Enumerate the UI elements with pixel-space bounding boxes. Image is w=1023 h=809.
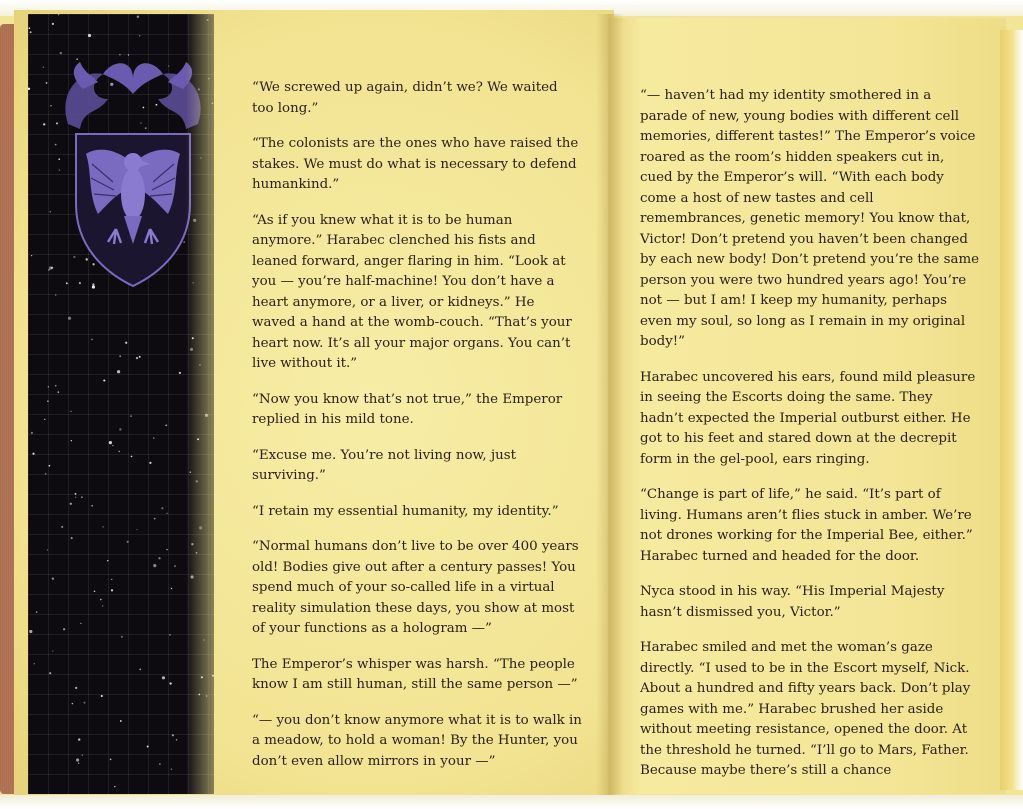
star — [130, 415, 132, 417]
star — [52, 650, 53, 651]
paragraph: “Normal humans don’t live to be over 400 years old! Bodies give out after a century passes! You spend much of your so-called life in a virtual reality simulation these days, you show at most of your functions as a hologram —” — [252, 539, 579, 636]
star — [158, 557, 160, 559]
star — [169, 682, 171, 684]
star — [34, 663, 35, 664]
star — [119, 428, 121, 430]
star — [94, 590, 96, 592]
paragraph: “We screwed up again, didn’t we? We waited too long.” — [252, 80, 558, 116]
star — [61, 526, 63, 528]
star — [91, 338, 93, 340]
paragraph: “— haven’t had my identity smothered in a parade of new, young bodies with different cell memories, different tastes!” The Emperor’s voice roared as the room’s hidden speakers cut in, cued by the Emperor’s will. “With each body come a host of new tastes and cell remembrances, genetic memory! You know that, Victor! Don’t pretend you haven’t been changed by each new body! Don’t pretend you’re the same person you were two hundred years ago! You’re not — but I am! I keep my humanity, perhaps even my soul, so long as I remain in my original body!” — [640, 88, 980, 349]
star — [55, 385, 57, 387]
star — [154, 518, 156, 520]
star — [31, 432, 33, 434]
star — [110, 759, 112, 761]
paragraph: “The colonists are the ones who have raised the stakes. We must do what is necessary to defend humankind.” — [252, 136, 579, 192]
star — [46, 82, 48, 84]
starfield-fade — [186, 14, 214, 794]
star — [32, 453, 34, 455]
star — [48, 386, 49, 387]
star — [28, 88, 30, 90]
star — [52, 23, 54, 25]
star — [81, 496, 83, 498]
star — [45, 473, 47, 475]
star — [76, 758, 79, 761]
star — [165, 424, 167, 426]
star — [125, 342, 127, 344]
star — [131, 456, 133, 458]
star — [55, 144, 57, 146]
star — [50, 105, 52, 107]
star — [101, 695, 103, 697]
star — [91, 505, 93, 507]
star — [103, 379, 105, 381]
star — [31, 255, 32, 256]
star — [47, 549, 48, 550]
paragraph: “Change is part of life,” he said. “It’s part of living. Humans aren’t flies stuck in amber. We’re not drones working for the Imperial Bee, either.” Harabec turned and headed for the door. — [640, 487, 973, 564]
star — [161, 507, 163, 509]
scan-bottom-margin — [0, 795, 1023, 809]
paragraph: “Now you know that’s not true,” the Emperor replied in his mild tone. — [252, 391, 563, 427]
star — [49, 465, 51, 467]
star — [75, 493, 77, 495]
star — [147, 746, 149, 748]
star — [121, 636, 123, 638]
star — [55, 294, 57, 296]
star — [118, 451, 120, 453]
star — [47, 400, 48, 401]
star — [102, 526, 103, 527]
star — [153, 437, 155, 439]
starfield-sidebar — [28, 14, 214, 794]
star — [119, 355, 121, 357]
left-text-column — [252, 78, 582, 787]
star — [111, 589, 113, 591]
star — [57, 391, 59, 393]
star — [51, 267, 53, 269]
star — [70, 411, 71, 412]
star — [58, 14, 59, 15]
star — [176, 739, 178, 741]
star — [71, 537, 73, 539]
star — [136, 529, 137, 530]
star — [107, 560, 108, 561]
star — [43, 67, 45, 69]
paragraph: The Emperor’s whisper was harsh. “The people know I am still human, still the same person —” — [252, 656, 578, 692]
star — [102, 605, 103, 606]
star — [78, 762, 79, 763]
star — [82, 754, 83, 755]
star — [30, 31, 32, 33]
paragraph: Harabec uncovered his ears, found mild pleasure in seeing the Escorts doing the same. They hadn’t expected the Imperial outburst either. He got to his feet and stared down at the decrepit form in the gel-pool, ears ringing. — [640, 369, 976, 467]
star — [136, 357, 138, 359]
star — [29, 630, 32, 633]
star — [71, 440, 72, 441]
paragraph: “I retain my essential humanity, my identity.” — [252, 503, 559, 519]
star — [75, 687, 77, 689]
book-gutter — [596, 14, 624, 796]
star — [83, 702, 85, 704]
star — [49, 672, 51, 674]
star — [169, 634, 170, 635]
star — [171, 588, 172, 589]
star — [172, 734, 174, 736]
star — [179, 372, 181, 374]
paragraph: Nyca stood in his way. “His Imperial Majesty hasn’t dismissed you, Victor.” — [640, 584, 945, 620]
right-text-column — [640, 86, 980, 797]
star — [153, 564, 156, 567]
star — [174, 565, 176, 567]
star — [75, 497, 76, 498]
star — [43, 123, 45, 125]
star — [171, 768, 172, 769]
star — [112, 445, 113, 446]
star — [139, 35, 140, 36]
star — [149, 462, 151, 464]
star — [80, 623, 81, 624]
star — [162, 676, 165, 679]
right-page-edge — [1000, 30, 1023, 790]
star — [68, 317, 71, 320]
star — [50, 211, 51, 212]
star — [139, 669, 141, 671]
star — [78, 738, 80, 740]
star — [70, 503, 72, 505]
star — [44, 419, 45, 420]
star — [63, 628, 65, 630]
star — [29, 27, 31, 29]
star — [127, 541, 129, 543]
paragraph: “— you don’t know anymore what it is to walk in a meadow, to hold a woman! By the Hunter, you don’t even allow mirrors in your —” — [252, 712, 582, 769]
star — [139, 356, 141, 358]
star — [72, 703, 73, 704]
star — [166, 549, 167, 550]
star — [109, 441, 112, 444]
star — [114, 786, 115, 787]
paragraph: “As if you knew what it is to be human anymore.” Harabec clenched his fists and leaned forward, anger flaring in him. “Look at you — you’re half-machine! You don’t have a heart anymore, or a liver, or kidneys.” He waved a hand at the womb-couch. “That’s your heart now. It’s all your major organs. You can’t live without it.” — [252, 212, 572, 371]
star — [100, 599, 102, 601]
star — [137, 16, 139, 18]
star — [36, 611, 37, 612]
star — [166, 513, 167, 514]
star — [159, 763, 161, 765]
star — [120, 720, 122, 722]
paragraph: “Excuse me. You’re not living now, just surviving.” — [252, 447, 516, 483]
star — [52, 578, 54, 580]
paragraph: Harabec smiled and met the woman’s gaze directly. “I used to be in the Escort myself, Nick. About a hundred and fifty years back. Don’t play games with me.” Harabec brushed her aside without meeting resistance, opened the door. At the threshold he turned. “I’ll go to Mars, Father. Because maybe there’s still a chance — [640, 640, 971, 778]
star — [117, 370, 120, 373]
star — [111, 579, 112, 580]
star — [48, 269, 50, 271]
star — [88, 34, 91, 37]
